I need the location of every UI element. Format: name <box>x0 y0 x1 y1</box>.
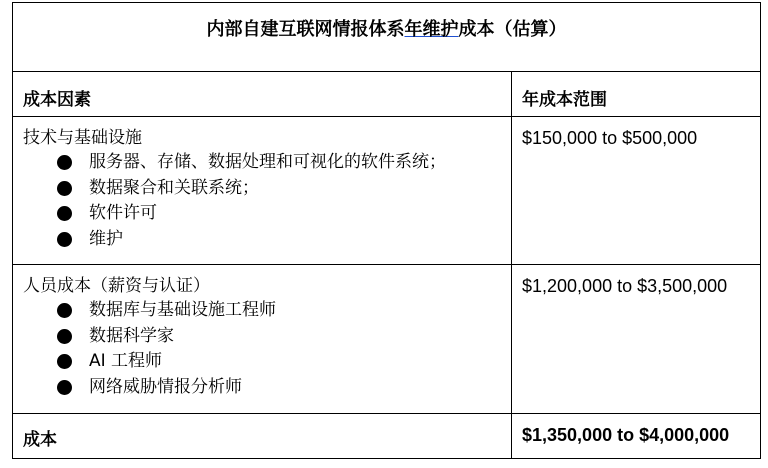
range-cell-personnel <box>512 265 761 414</box>
bullet-icon <box>57 232 72 247</box>
list-item-text: 软件许可 <box>89 203 157 223</box>
bullet-icon <box>57 329 72 344</box>
table-row <box>13 117 761 265</box>
header-row <box>13 72 761 117</box>
header-range-cell <box>512 72 761 117</box>
range-value: $150,000 to $500,000 <box>522 128 698 148</box>
list-item-text: 数据科学家 <box>89 325 174 346</box>
title-underlined: 年维护 <box>404 19 459 40</box>
bullet-icon <box>57 206 72 221</box>
total-row <box>13 414 761 459</box>
title-cell <box>13 3 761 72</box>
bullet-icon <box>57 303 72 318</box>
list-item-text: AI 工程师 <box>89 351 163 371</box>
table-title <box>13 3 760 41</box>
list-item-text: 数据库与基础设施工程师 <box>89 300 276 320</box>
list-item <box>57 324 511 350</box>
list-item <box>57 150 511 176</box>
total-label-cell <box>13 414 512 459</box>
bullet-list <box>13 298 511 400</box>
range-cell-technology <box>512 117 761 265</box>
header-factor: 成本因素 <box>23 90 91 110</box>
bullet-icon <box>57 181 72 196</box>
title-prefix: 内部自建互联网情报体系 <box>206 19 405 40</box>
category-title: 人员成本（薪资与认证） <box>23 276 210 296</box>
total-range-cell <box>512 414 761 459</box>
list-item <box>57 201 511 227</box>
list-item-text: 数据聚合和关联系统； <box>89 177 259 198</box>
bullet-icon <box>57 380 72 395</box>
factor-cell-technology <box>13 117 512 265</box>
list-item <box>57 298 511 324</box>
bullet-list <box>13 150 511 252</box>
cost-table <box>12 2 761 459</box>
total-label: 成本 <box>23 430 57 450</box>
total-range: $1,350,000 to $4,000,000 <box>522 425 730 445</box>
bullet-icon <box>57 155 72 170</box>
range-value: $1,200,000 to $3,500,000 <box>522 276 728 296</box>
bullet-icon <box>57 354 72 369</box>
title-suffix: 成本（估算） <box>458 19 567 40</box>
header-range: 年成本范围 <box>522 90 607 110</box>
list-item <box>57 227 511 253</box>
list-item <box>57 349 511 375</box>
list-item <box>57 176 511 202</box>
list-item-text: 网络威胁情报分析师 <box>89 376 242 397</box>
list-item-text: 服务器、存储、数据处理和可视化的软件系统； <box>89 152 446 172</box>
list-item-text: 维护 <box>89 228 123 249</box>
header-factor-cell <box>13 72 512 117</box>
list-item <box>57 375 511 401</box>
title-row <box>13 3 761 72</box>
category-title: 技术与基础设施 <box>23 128 142 148</box>
table-row <box>13 265 761 414</box>
factor-cell-personnel <box>13 265 512 414</box>
